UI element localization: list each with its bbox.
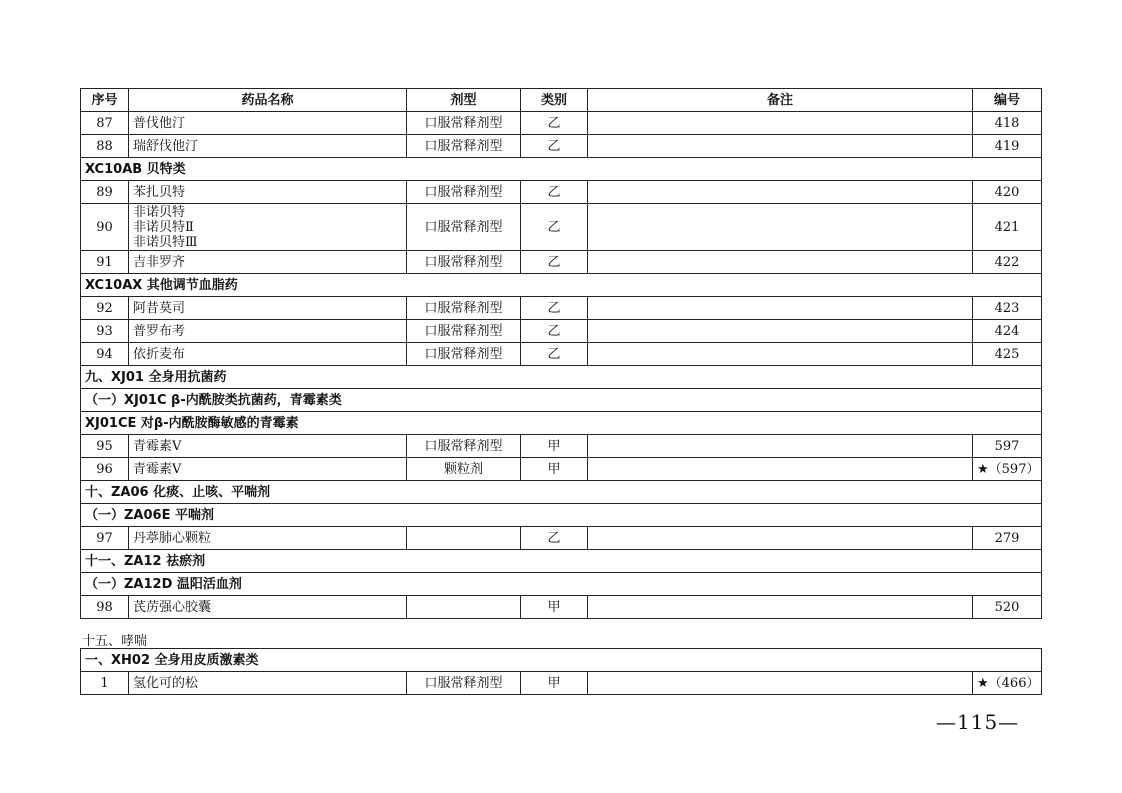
row-note (588, 181, 973, 204)
row-dosage-form: 口服常释剂型 (407, 297, 521, 320)
row-dosage-form: 口服常释剂型 (407, 672, 521, 695)
table-row (81, 435, 1042, 458)
row-category: 乙 (521, 320, 588, 343)
header-note: 备注 (588, 89, 973, 112)
row-category: 乙 (521, 527, 588, 550)
section-heading-row (81, 573, 1042, 596)
table-row (81, 320, 1042, 343)
row-dosage-form (407, 596, 521, 619)
row-category: 甲 (521, 458, 588, 481)
section-heading: XJ01CE 对β-内酰胺酶敏感的青霉素 (81, 412, 1042, 435)
row-category: 乙 (521, 343, 588, 366)
section-heading: 一、XH02 全身用皮质激素类 (81, 649, 1042, 672)
header-dosage-form: 剂型 (407, 89, 521, 112)
row-drug-name: 瑞舒伐他汀 (129, 135, 407, 158)
row-drug-name: 吉非罗齐 (129, 251, 407, 274)
table-row (81, 458, 1042, 481)
row-code: 279 (973, 527, 1042, 550)
section-heading: （一）ZA06E 平喘剂 (81, 504, 1042, 527)
row-dosage-form: 口服常释剂型 (407, 135, 521, 158)
section-heading: （一）XJ01C β-内酰胺类抗菌药，青霉素类 (81, 389, 1042, 412)
table-row (81, 527, 1042, 550)
row-category: 乙 (521, 204, 588, 251)
row-seq: 97 (81, 527, 129, 550)
section-heading-row (81, 274, 1042, 297)
row-category: 乙 (521, 112, 588, 135)
row-seq: 88 (81, 135, 129, 158)
chapter-heading: 十五、哮喘 (82, 634, 148, 649)
section-heading-row (81, 158, 1042, 181)
row-drug-name: 氢化可的松 (129, 672, 407, 695)
header-code: 编号 (973, 89, 1042, 112)
table-row (81, 297, 1042, 320)
section-heading-row (81, 481, 1042, 504)
row-dosage-form: 口服常释剂型 (407, 112, 521, 135)
row-category: 乙 (521, 181, 588, 204)
row-note (588, 435, 973, 458)
row-seq: 1 (81, 672, 129, 695)
row-code: 425 (973, 343, 1042, 366)
table-row (81, 135, 1042, 158)
row-dosage-form: 口服常释剂型 (407, 181, 521, 204)
drug-name-line: 非诺贝特Ⅲ (133, 234, 198, 250)
row-category: 乙 (521, 297, 588, 320)
section-heading: 九、XJ01 全身用抗菌药 (81, 366, 1042, 389)
row-category: 甲 (521, 672, 588, 695)
row-code: 520 (973, 596, 1042, 619)
row-dosage-form: 颗粒剂 (407, 458, 521, 481)
section-heading: XC10AX 其他调节血脂药 (81, 274, 1042, 297)
row-drug-name (129, 204, 407, 251)
page-number: —115— (936, 710, 1020, 734)
row-dosage-form: 口服常释剂型 (407, 204, 521, 251)
row-drug-name: 阿昔莫司 (129, 297, 407, 320)
row-note (588, 458, 973, 481)
row-seq: 87 (81, 112, 129, 135)
row-drug-name: 苯扎贝特 (129, 181, 407, 204)
row-seq: 93 (81, 320, 129, 343)
row-drug-name: 青霉素V (129, 458, 407, 481)
row-drug-name: 普伐他汀 (129, 112, 407, 135)
row-category: 甲 (521, 596, 588, 619)
table-row (81, 251, 1042, 274)
row-drug-name: 依折麦布 (129, 343, 407, 366)
section-heading: 十、ZA06 化痰、止咳、平喘剂 (81, 481, 1042, 504)
table-row (81, 343, 1042, 366)
table-row (81, 112, 1042, 135)
row-note (588, 320, 973, 343)
row-category: 乙 (521, 135, 588, 158)
section-heading-row (81, 550, 1042, 573)
table-row (81, 596, 1042, 619)
drug-table (80, 88, 1042, 619)
row-note (588, 596, 973, 619)
row-drug-name: 普罗布考 (129, 320, 407, 343)
header-category: 类别 (521, 89, 588, 112)
table-body (81, 649, 1042, 695)
row-code: 423 (973, 297, 1042, 320)
row-category: 甲 (521, 435, 588, 458)
row-seq: 89 (81, 181, 129, 204)
row-code: 419 (973, 135, 1042, 158)
header-seq: 序号 (81, 89, 129, 112)
table-row (81, 181, 1042, 204)
section-heading-row (81, 366, 1042, 389)
table-row (81, 672, 1042, 695)
row-code: 421 (973, 204, 1042, 251)
row-dosage-form: 口服常释剂型 (407, 320, 521, 343)
row-dosage-form: 口服常释剂型 (407, 343, 521, 366)
section-heading-row (81, 412, 1042, 435)
section-heading-row (81, 389, 1042, 412)
row-code: ★（466） (973, 672, 1042, 695)
row-note (588, 527, 973, 550)
drug-name-line: 非诺贝特 (133, 204, 186, 220)
row-code: 422 (973, 251, 1042, 274)
row-dosage-form (407, 527, 521, 550)
row-drug-name: 丹葶肺心颗粒 (129, 527, 407, 550)
table-body (81, 112, 1042, 619)
row-dosage-form: 口服常释剂型 (407, 435, 521, 458)
header-drug-name: 药品名称 (129, 89, 407, 112)
drug-name-line: 非诺贝特Ⅱ (133, 219, 194, 235)
section-heading-row (81, 649, 1042, 672)
section-heading: 十一、ZA12 祛瘀剂 (81, 550, 1042, 573)
row-seq: 92 (81, 297, 129, 320)
row-code: 424 (973, 320, 1042, 343)
row-seq: 91 (81, 251, 129, 274)
row-drug-name: 芪苈强心胶囊 (129, 596, 407, 619)
row-note (588, 112, 973, 135)
row-code: 418 (973, 112, 1042, 135)
row-note (588, 672, 973, 695)
row-dosage-form: 口服常释剂型 (407, 251, 521, 274)
row-note (588, 251, 973, 274)
section-heading: XC10AB 贝特类 (81, 158, 1042, 181)
row-seq: 95 (81, 435, 129, 458)
row-code: 420 (973, 181, 1042, 204)
row-drug-name: 青霉素V (129, 435, 407, 458)
section-heading-row (81, 504, 1042, 527)
row-note (588, 297, 973, 320)
row-seq: 98 (81, 596, 129, 619)
row-seq: 96 (81, 458, 129, 481)
section-heading: （一）ZA12D 温阳活血剂 (81, 573, 1042, 596)
row-note (588, 135, 973, 158)
row-seq: 94 (81, 343, 129, 366)
row-note (588, 343, 973, 366)
row-code: 597 (973, 435, 1042, 458)
row-category: 乙 (521, 251, 588, 274)
row-code: ★（597） (973, 458, 1042, 481)
drug-table-continued (80, 648, 1042, 695)
table-row (81, 204, 1042, 251)
row-seq: 90 (81, 204, 129, 251)
row-note (588, 204, 973, 251)
table-header-row (81, 89, 1042, 112)
